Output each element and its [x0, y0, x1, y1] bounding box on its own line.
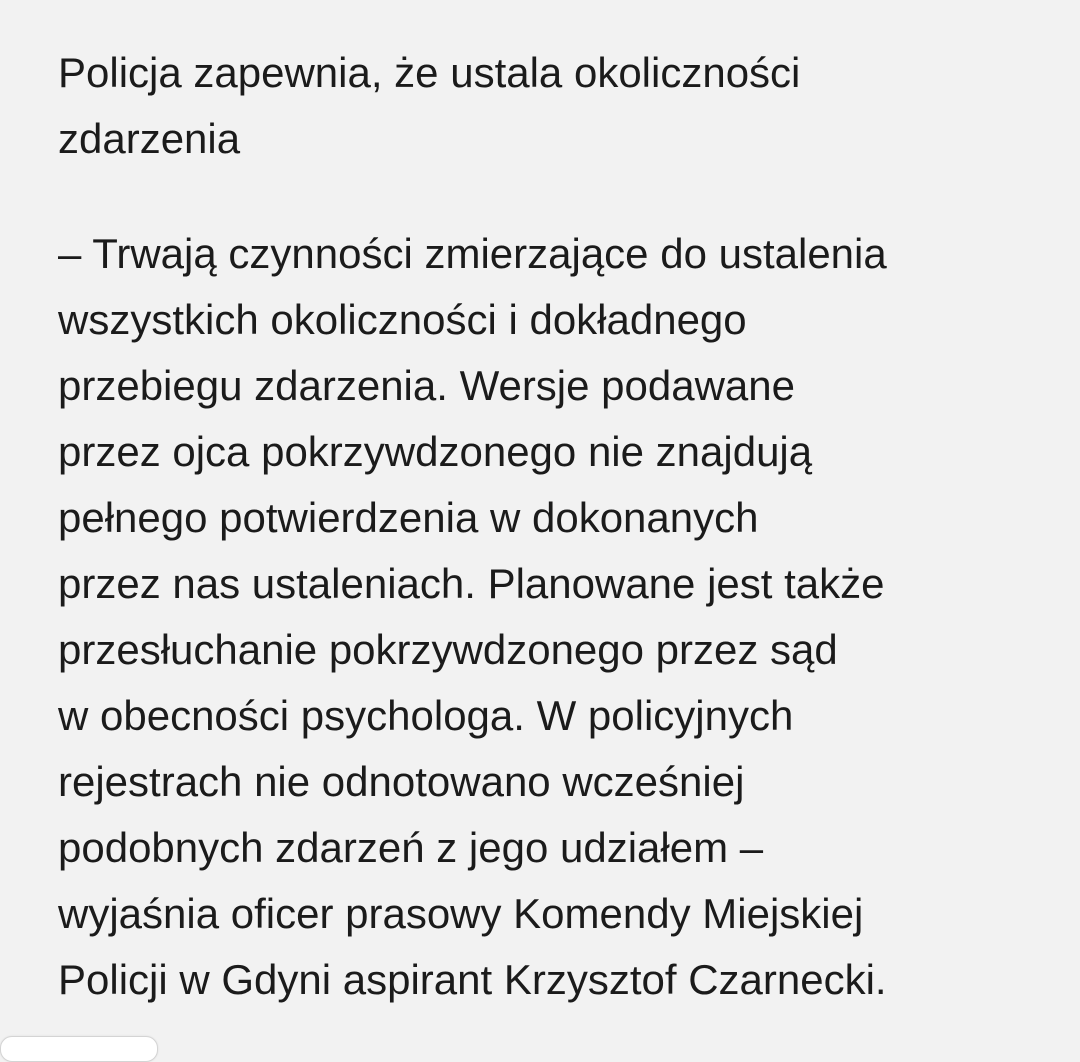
paragraph-line: przez ojca pokrzywdzonego nie znajdują [58, 428, 813, 475]
paragraph-line: – Trwają czynności zmierzające do ustalenia [58, 230, 887, 277]
bottom-edge-tab[interactable] [0, 1036, 158, 1062]
article-subheading [58, 40, 1048, 172]
article-paragraph [58, 221, 1048, 1013]
paragraph-line: przez nas ustaleniach. Planowane jest także [58, 560, 885, 607]
paragraph-line: wszystkich okoliczności i dokładnego [58, 296, 747, 343]
paragraph-line: przesłuchanie pokrzywdzonego przez sąd [58, 626, 838, 673]
paragraph-line: podobnych zdarzeń z jego udziałem – [58, 824, 764, 871]
article-body [58, 40, 1048, 1013]
subheading-line: zdarzenia [58, 115, 241, 162]
paragraph-line: rejestrach nie odnotowano wcześniej [58, 758, 745, 805]
paragraph-line: pełnego potwierdzenia w dokonanych [58, 494, 759, 541]
paragraph-line: w obecności psychologa. W policyjnych [58, 692, 794, 739]
paragraph-line: przebiegu zdarzenia. Wersje podawane [58, 362, 796, 409]
subheading-line: Policja zapewnia, że ustala okoliczności [58, 49, 801, 96]
paragraph-line: wyjaśnia oficer prasowy Komendy Miejskiej [58, 890, 864, 937]
paragraph-line: Policji w Gdyni aspirant Krzysztof Czarnecki. [58, 956, 887, 1003]
